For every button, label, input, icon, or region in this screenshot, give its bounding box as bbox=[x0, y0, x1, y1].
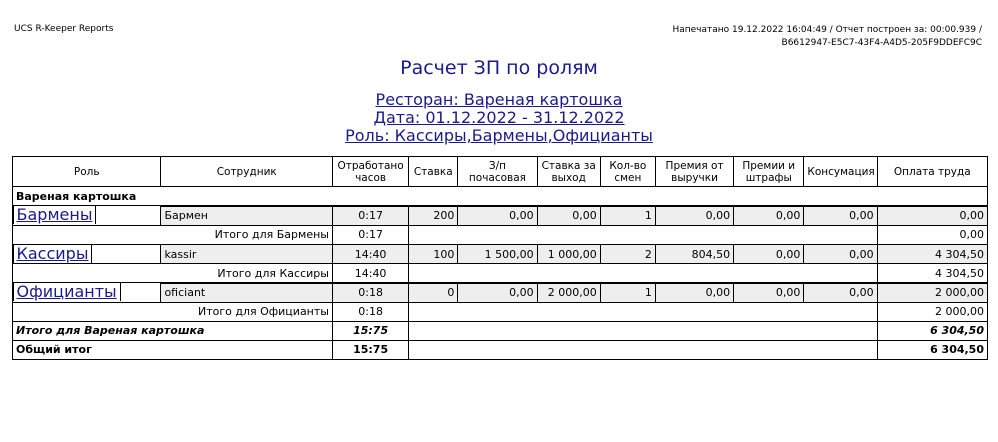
revenue-bonus-cell: 0,00 bbox=[655, 283, 733, 302]
role-total-pay: 4 304,50 bbox=[877, 264, 987, 283]
print-info bbox=[672, 24, 982, 50]
shift-rate-cell: 2 000,00 bbox=[537, 283, 600, 302]
role-total-pay: 0,00 bbox=[877, 225, 987, 244]
role-total-label: Итого для Официанты bbox=[13, 302, 333, 321]
pay-cell: 2 000,00 bbox=[877, 283, 987, 302]
print-info-line2: B6612947-E5C7-43F4-A4D5-205F9DDEFC9C bbox=[781, 38, 982, 48]
table-header-row bbox=[13, 157, 988, 187]
col-rate: Ставка bbox=[409, 157, 458, 187]
role-name: Бармены bbox=[13, 206, 96, 224]
bonuses-fines-cell: 0,00 bbox=[734, 245, 804, 264]
hours-cell: 0:18 bbox=[332, 283, 408, 302]
bonuses-fines-cell: 0,00 bbox=[734, 206, 804, 225]
col-employee: Сотрудник bbox=[161, 157, 333, 187]
col-revenue-bonus: Премия от выручки bbox=[655, 157, 733, 187]
date-filter-link[interactable]: Дата: 01.12.2022 - 31.12.2022 bbox=[373, 108, 625, 127]
col-role: Роль bbox=[13, 157, 161, 187]
role-total-row bbox=[13, 264, 988, 283]
restaurant-total-label: Итого для Вареная картошка bbox=[13, 321, 333, 340]
role-row bbox=[13, 206, 998, 224]
col-shifts: Кол-во смен bbox=[600, 157, 655, 187]
role-total-hours: 0:17 bbox=[332, 225, 408, 244]
payroll-table bbox=[12, 156, 988, 360]
rate-cell: 100 bbox=[409, 245, 458, 264]
restaurant-total-hours: 15:75 bbox=[332, 321, 408, 340]
revenue-bonus-cell: 0,00 bbox=[655, 206, 733, 225]
grand-total-pay: 6 304,50 bbox=[877, 340, 987, 359]
role-row bbox=[13, 283, 998, 301]
bonuses-fines-cell: 0,00 bbox=[734, 283, 804, 302]
pay-cell: 4 304,50 bbox=[877, 245, 987, 264]
shifts-cell: 1 bbox=[600, 283, 655, 302]
app-name: UCS R-Keeper Reports bbox=[14, 24, 114, 34]
grand-total-hours: 15:75 bbox=[332, 340, 408, 359]
col-pay: Оплата труда bbox=[877, 157, 987, 187]
restaurant-total-pay: 6 304,50 bbox=[877, 321, 987, 340]
role-total-label: Итого для Бармены bbox=[13, 225, 333, 244]
grand-total-row bbox=[13, 340, 988, 359]
revenue-bonus-cell: 804,50 bbox=[655, 245, 733, 264]
employee-cell: Бармен bbox=[161, 206, 333, 225]
shifts-cell: 1 bbox=[600, 206, 655, 225]
shift-rate-cell: 0,00 bbox=[537, 206, 600, 225]
role-total-hours: 0:18 bbox=[332, 302, 408, 321]
col-bonuses-fines: Премии и штрафы bbox=[734, 157, 804, 187]
shifts-cell: 2 bbox=[600, 245, 655, 264]
role-name: Кассиры bbox=[13, 245, 92, 263]
hourly-pay-cell: 0,00 bbox=[458, 283, 537, 302]
rate-cell: 0 bbox=[409, 283, 458, 302]
hours-cell: 14:40 bbox=[332, 245, 408, 264]
restaurant-total-row bbox=[13, 321, 988, 340]
role-total-hours: 14:40 bbox=[332, 264, 408, 283]
print-info-line1: Напечатано 19.12.2022 16:04:49 / Отчет построен за: 00:00.939 / bbox=[672, 25, 982, 35]
col-consumption: Консумация bbox=[804, 157, 877, 187]
restaurant-name: Вареная картошка bbox=[13, 187, 988, 206]
role-filter-link[interactable]: Роль: Кассиры,Бармены,Официанты bbox=[345, 126, 653, 145]
role-total-row bbox=[13, 225, 988, 244]
role-name: Официанты bbox=[13, 283, 120, 301]
consumption-cell: 0,00 bbox=[804, 245, 877, 264]
rate-cell: 200 bbox=[409, 206, 458, 225]
col-hourly-pay: З/п почасовая bbox=[458, 157, 537, 187]
employee-cell: kassir bbox=[161, 245, 333, 264]
role-total-label: Итого для Кассиры bbox=[13, 264, 333, 283]
role-total-row bbox=[13, 302, 988, 321]
hourly-pay-cell: 0,00 bbox=[458, 206, 537, 225]
report-title: Расчет ЗП по ролям bbox=[400, 57, 598, 79]
hourly-pay-cell: 1 500,00 bbox=[458, 245, 537, 264]
restaurant-filter-link[interactable]: Ресторан: Вареная картошка bbox=[375, 90, 623, 109]
shift-rate-cell: 1 000,00 bbox=[537, 245, 600, 264]
grand-total-label: Общий итог bbox=[13, 340, 333, 359]
role-row bbox=[13, 245, 998, 263]
consumption-cell: 0,00 bbox=[804, 206, 877, 225]
hours-cell: 0:17 bbox=[332, 206, 408, 225]
role-total-pay: 2 000,00 bbox=[877, 302, 987, 321]
employee-cell: oficiant bbox=[161, 283, 333, 302]
restaurant-row bbox=[13, 187, 988, 206]
col-hours: Отработано часов bbox=[332, 157, 408, 187]
consumption-cell: 0,00 bbox=[804, 283, 877, 302]
pay-cell: 0,00 bbox=[877, 206, 987, 225]
col-shift-rate: Ставка за выход bbox=[537, 157, 600, 187]
